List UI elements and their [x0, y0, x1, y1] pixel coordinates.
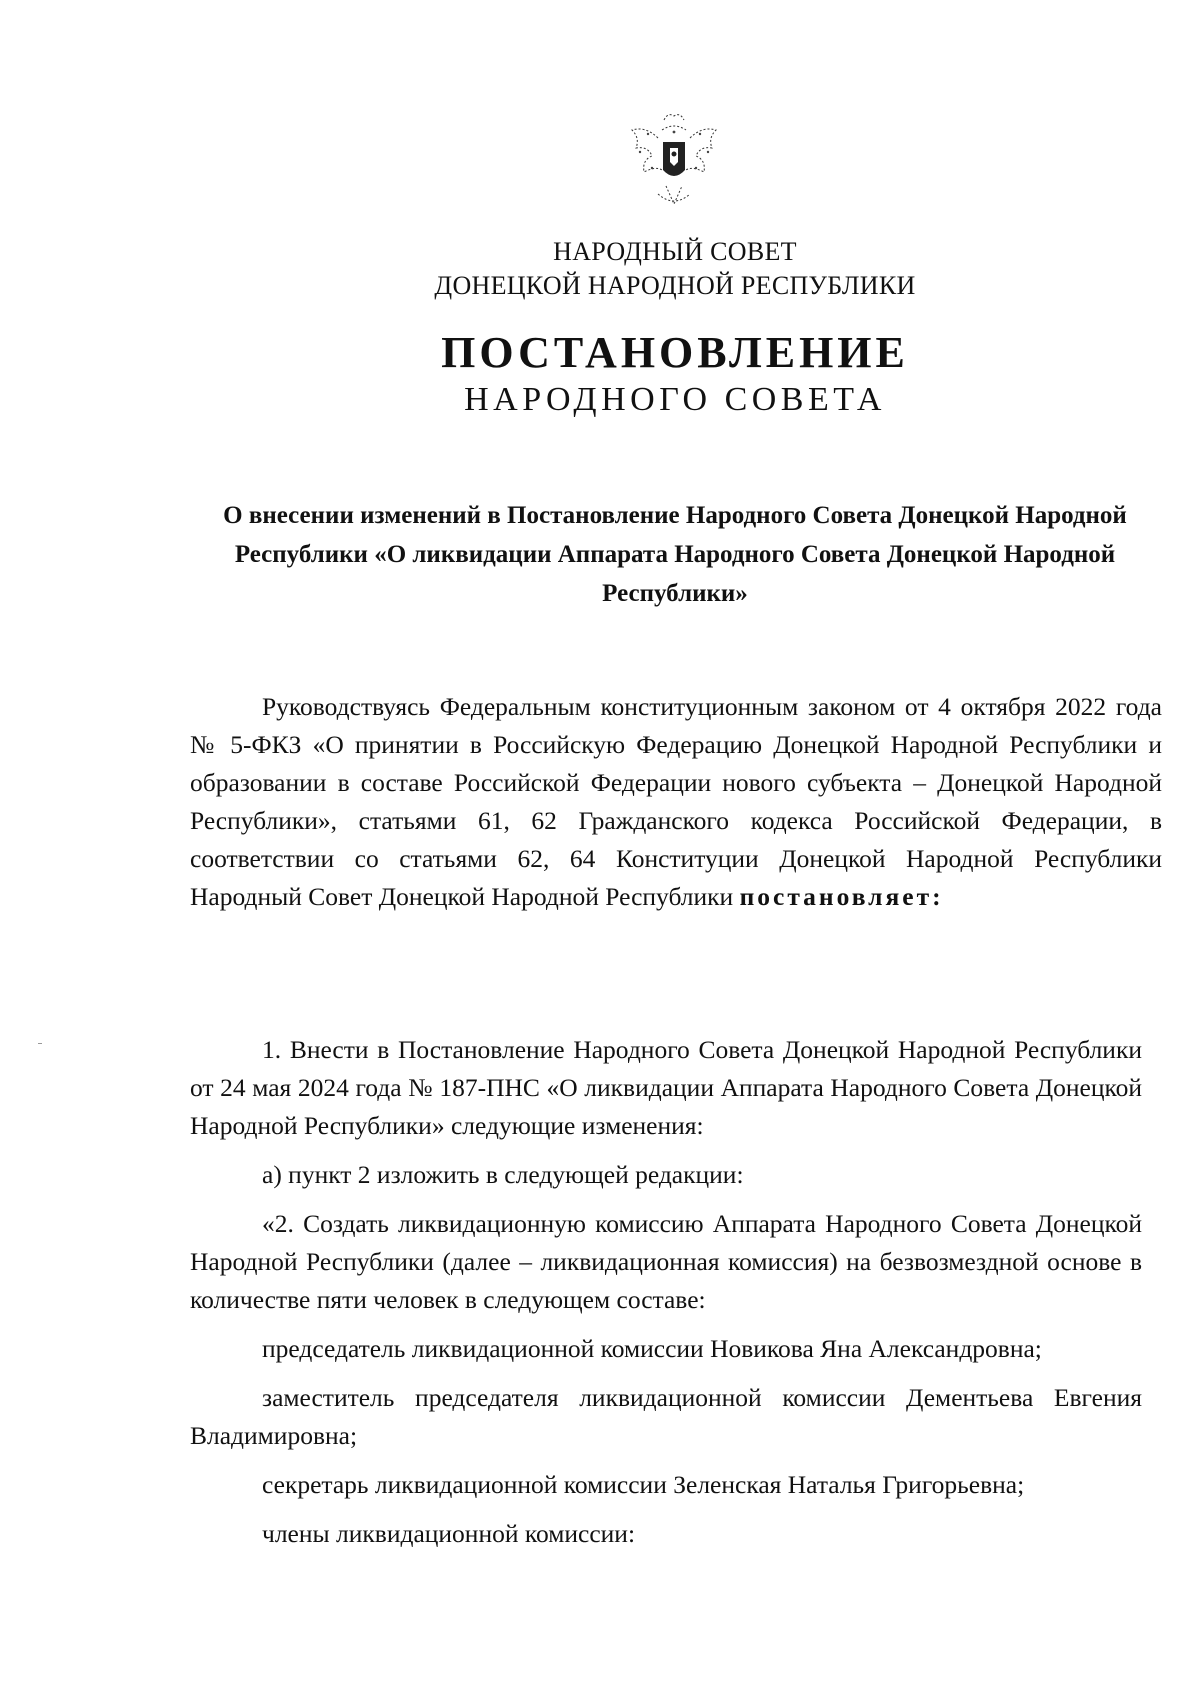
- org-name-line1: НАРОДНЫЙ СОВЕТ: [553, 237, 797, 266]
- org-name-line2: ДОНЕЦКОЙ НАРОДНОЙ РЕСПУБЛИКИ: [434, 271, 916, 300]
- commission-deputy: заместитель председателя ликвидационной комиссии Дементьева Евгения Владимировна;: [190, 1383, 1142, 1450]
- item-1: 1. Внести в Постановление Народного Совета Донецкой Народной Республики от 24 мая 2024 года № 187-ПНС «О ликвидации Аппарата Народного Совета Донецкой Народной Республики» следующие изменения:: [190, 1035, 1142, 1140]
- document-body: [190, 1031, 1142, 1564]
- commission-chair: председатель ликвидационной комиссии Новикова Яна Александровна;: [262, 1334, 1042, 1363]
- coat-of-arms-icon: [618, 108, 730, 212]
- decree-word: постановляет:: [739, 882, 944, 911]
- preamble-text: Руководствуясь Федеральным конституционным законом от 4 октября 2022 года № 5-ФКЗ «О принятии в Российскую Федерацию Донецкой Народной Республики и образовании в составе Российской Федерации нового субъекта – Донецкой Народной Республики», статьями 61, 62 Гражданского кодекса Российской Федерации, в соответствии со статьями 62, 64 Конституции Донецкой Народной Республики Народный Совет Донецкой Народной Республики: [190, 692, 1162, 911]
- document-issuer: НАРОДНОГО СОВЕТА: [464, 381, 886, 418]
- commission-members: члены ликвидационной комиссии:: [262, 1519, 636, 1548]
- scan-mark: [38, 1043, 42, 1044]
- document-title: О внесении изменений в Постановление Народного Совета Донецкой Народной Республики «О ликвидации Аппарата Народного Совета Донецкой Народной Республики»: [223, 502, 1127, 607]
- commission-secretary: секретарь ликвидационной комиссии Зеленская Наталья Григорьевна;: [262, 1470, 1025, 1499]
- preamble-paragraph: [190, 688, 1162, 916]
- sub-item-a: а) пункт 2 изложить в следующей редакции:: [262, 1160, 744, 1189]
- document-type: ПОСТАНОВЛЕНИЕ: [441, 328, 909, 377]
- quoted-item-2: «2. Создать ликвидационную комиссию Аппарата Народного Совета Донецкой Народной Республики (далее – ликвидационная комиссия) на безвозмездной основе в количестве пяти человек в следующем составе:: [190, 1209, 1142, 1314]
